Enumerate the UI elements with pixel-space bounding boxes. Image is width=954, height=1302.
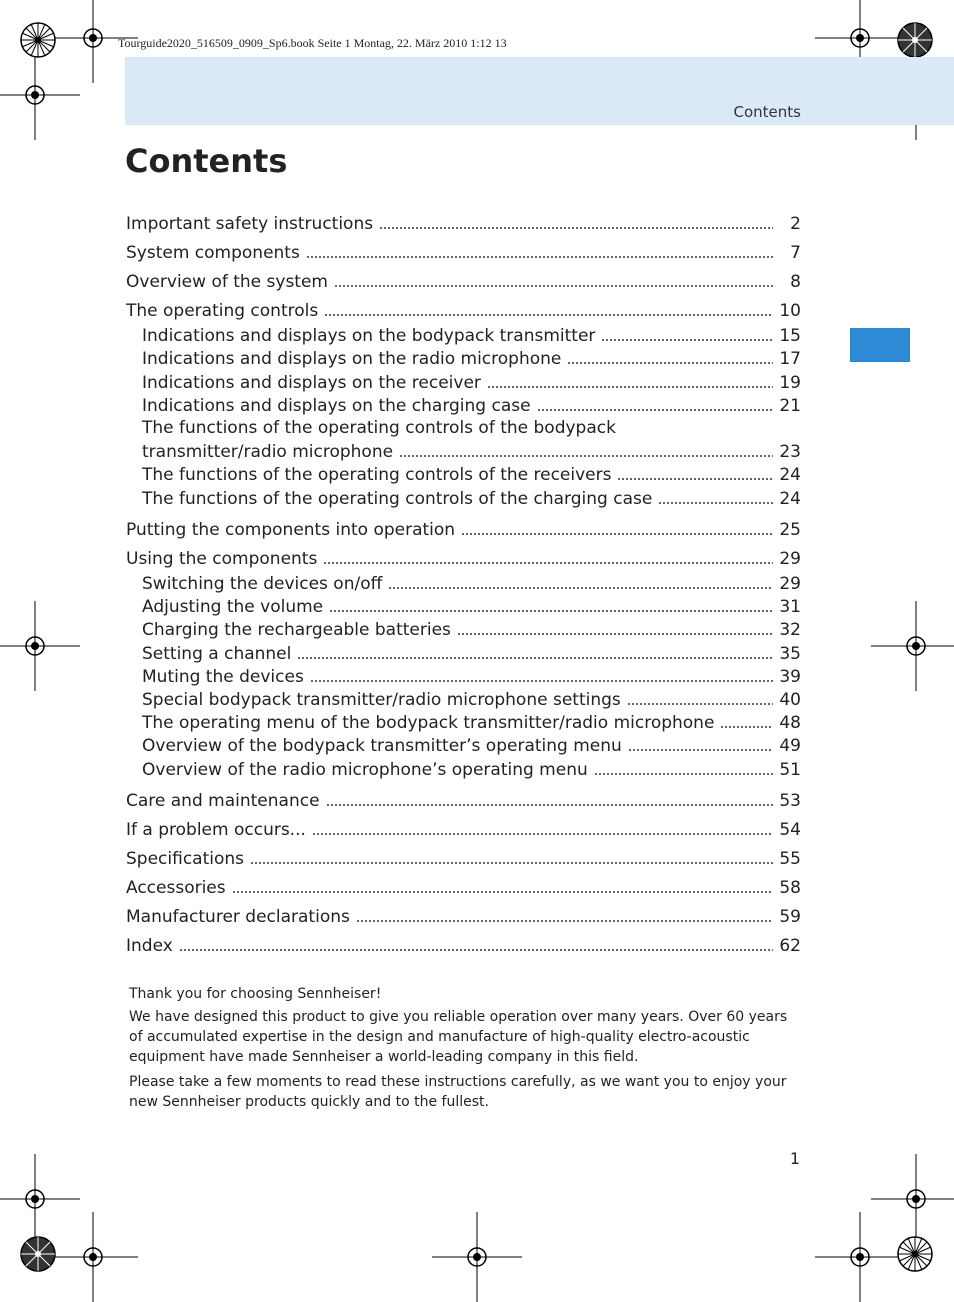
registration-wheel-icon	[897, 22, 933, 58]
toc-entry[interactable]: Important safety instructions 2	[126, 214, 801, 234]
registration-wheel-icon	[20, 22, 56, 58]
language-tab	[850, 328, 910, 362]
toc-entry[interactable]: Accessories 58	[126, 878, 801, 898]
crosshair-mark-bottom-center	[432, 1212, 522, 1302]
toc-subentry[interactable]: Overview of the bodypack transmitter’s operating menu 49	[142, 736, 801, 756]
crosshair-mark-bottom-left	[48, 1212, 138, 1302]
toc-subentry[interactable]: Setting a channel 35	[142, 644, 801, 664]
print-file-info: Tourguide2020_516509_0909_Sp6.book Seite 1 Montag, 22. März 2010 1:12 13	[118, 36, 507, 50]
toc-subentry[interactable]: The functions of the operating controls of the charging case 24	[142, 489, 801, 509]
page-title: Contents	[125, 142, 288, 180]
toc-entry[interactable]: Overview of the system 8	[126, 272, 801, 292]
crosshair-mark-left-middle	[0, 601, 80, 691]
toc-subentry[interactable]: Indications and displays on the charging case 21	[142, 396, 801, 416]
toc-subentry[interactable]: Indications and displays on the bodypack transmitter 15	[142, 326, 801, 346]
toc-entry[interactable]: Using the components 29	[126, 549, 801, 569]
toc-entry[interactable]: Index 62	[126, 936, 801, 956]
toc-entry[interactable]: If a problem occurs... 54	[126, 820, 801, 840]
header-band	[125, 57, 954, 125]
toc-subentry[interactable]: transmitter/radio microphone 23	[142, 442, 801, 462]
toc-entry[interactable]: Care and maintenance 53	[126, 791, 801, 811]
toc-subentry[interactable]: Indications and displays on the receiver 19	[142, 373, 801, 393]
toc-subentry[interactable]: Adjusting the volume 31	[142, 597, 801, 617]
intro-paragraph: Please take a few moments to read these instructions carefully, as we want you to enjoy your new Sennheiser products quickly and to the fullest.	[129, 1074, 787, 1110]
toc-subentry[interactable]: Overview of the radio microphone’s operating menu 51	[142, 760, 801, 780]
intro-greeting: Thank you for choosing Sennheiser!	[129, 986, 382, 1002]
toc-entry[interactable]: The operating controls 10	[126, 301, 801, 321]
crosshair-mark-right-middle	[871, 601, 954, 691]
toc-subentry[interactable]: The functions of the operating controls of the receivers 24	[142, 465, 801, 485]
intro-paragraph: We have designed this product to give you reliable operation over many years. Over 60 years of accumulated expertise in the design and manufacture of high-quality electro-acoustic equipment have made Sennheiser a world-leading company in this field.	[129, 1009, 788, 1065]
registration-wheel-icon	[897, 1236, 933, 1272]
crosshair-mark-left-top	[0, 50, 80, 140]
toc-entry[interactable]: Specifications 55	[126, 849, 801, 869]
toc-subentry[interactable]: Indications and displays on the radio microphone 17	[142, 349, 801, 369]
toc-entry[interactable]: Putting the components into operation 25	[126, 520, 801, 540]
toc-subentry[interactable]: Muting the devices 39	[142, 667, 801, 687]
toc-subentry[interactable]: Charging the rechargeable batteries 32	[142, 620, 801, 640]
toc-subentry[interactable]: Special bodypack transmitter/radio microphone settings 40	[142, 690, 801, 710]
toc-subentry-first-line[interactable]: The functions of the operating controls of the bodypack	[142, 418, 616, 438]
registration-wheel-icon	[20, 1236, 56, 1272]
toc-entry[interactable]: System components 7	[126, 243, 801, 263]
toc-entry[interactable]: Manufacturer declarations 59	[126, 907, 801, 927]
page-number: 1	[789, 1149, 800, 1168]
header-section-label: Contents	[733, 103, 801, 121]
crosshair-mark-bottom-right	[815, 1212, 905, 1302]
toc-subentry[interactable]: The operating menu of the bodypack transmitter/radio microphone 48	[142, 713, 801, 733]
toc-subentry[interactable]: Switching the devices on/off 29	[142, 574, 801, 594]
